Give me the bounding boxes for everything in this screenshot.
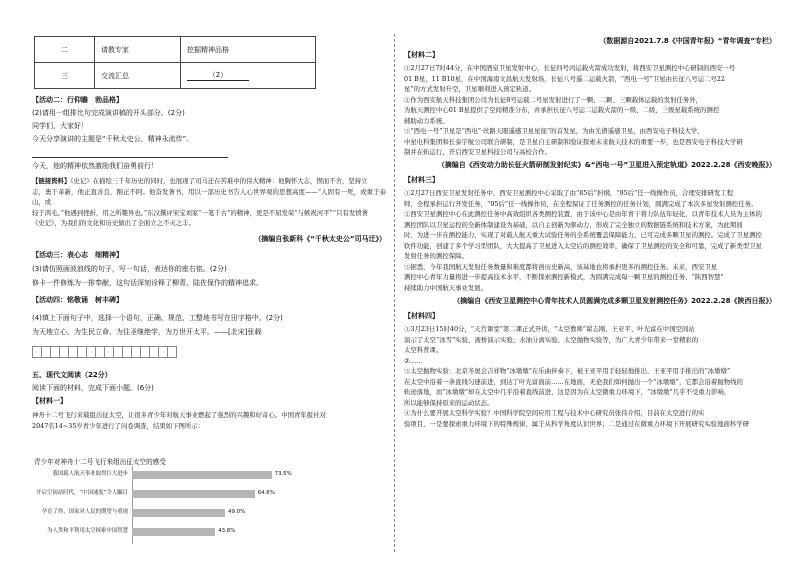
table-cell: 挖掘精神品格	[181, 37, 316, 63]
m3-line: ②西安卫星测控中心在此测控任务中高效组织各类测控装置，由于该中心是由年青干将力队伍年轻化，以青年技术人员为主体的	[404, 210, 762, 218]
m3-line: ③据悉，今年我国航天发射任务数量和难度都将创历史新高，该基地也将承担更多的测控任务。未来，西安卫星	[404, 262, 718, 271]
activity2-topic: 今天分享演讲的主题是“千秋太史公，精神永流传”。	[32, 135, 194, 143]
table-cell: 请教专家	[95, 37, 181, 63]
bar-value-label: 64.6%	[257, 490, 275, 496]
m3-line: ①2月27日西安卫星发射任务中，西安卫星测控中心采取了由“85后”担纲，“95后”任一线操作员，合理安排研发工程	[404, 189, 734, 197]
bar-track	[132, 528, 215, 536]
column-divider	[394, 34, 395, 552]
source-citation: （摘编自《西安卫星测控中心青年技术人员圆满完成多颗卫星发射测控任务》2022.2.28《陕西日报》）	[453, 297, 776, 305]
material2-label: 【材料二】	[404, 51, 439, 59]
bar-row	[20, 508, 386, 520]
m2-line: ②作为西安航天科技集团公司为长征8号运载二号星发射进行了一颗、二颗、三颗载体运载的发射任务外，	[404, 95, 703, 104]
bar-row	[20, 489, 386, 501]
writing-grid[interactable]	[32, 346, 176, 358]
m2-line: 星”的方式发射升空，卫星顺利进入预定轨道。	[404, 85, 536, 93]
bar-value-label: 43.8%	[218, 528, 236, 534]
table-cell: 二	[35, 37, 95, 63]
activity3-title: 【活动三：表心志 细精神】	[32, 251, 123, 259]
material-text-line: 志，勇于革新，他正直善良，刚正不阿。他奋发著书，用以一部历史书告人心世界观的思想高度——“人固有一死，或重于泰山，或	[32, 187, 386, 206]
material3-text	[404, 188, 776, 293]
m3-line: 时，为进一步在测控能力，实现了对载人航天重大试验任务的全系统覆盖保障能力，已可完成多颗卫星的测控。完成了卫星测控	[404, 231, 762, 239]
m4-line: ②……	[404, 356, 423, 365]
table-row	[35, 37, 316, 63]
activity2-ending: 今天，他的精神依然激励我们奋勇前行！	[32, 162, 158, 170]
bar-value-label: 73.5%	[274, 471, 292, 477]
activity4-sentence: 为天地立心，为生民立命，为往圣继绝学，为万世开太平。——[北宋]张载	[32, 328, 262, 336]
answer-blank[interactable]: （2）	[187, 70, 249, 81]
bar-chart	[20, 456, 386, 556]
m2-line: ③“西电一号”卫星是“西电”·丝路天眼遥感卫星星座“的首发星，为由光谱遥感卫星，由西安电子科技大学、	[404, 127, 704, 135]
bar	[132, 490, 255, 498]
m3-line: 发射任务的测控保障。	[404, 252, 468, 260]
m2-line: 制并在轨运行，开启西安卫星科技公司与高校合作。	[404, 148, 551, 156]
m2-line: 辅助动力系统。	[404, 116, 449, 125]
m4-line: 所以能够保持原来的运动状态。	[404, 398, 494, 407]
bar-row	[20, 527, 386, 539]
source-citation: （摘编自《西安动力助长征火箭研制发射纪实》&“西电一号”卫星进入预定轨道》2022.2.28《西安晚报》）	[437, 161, 776, 169]
m2-line: 01 B星、11 B10星，在中国海南文昌航天发射场，长征八号遥二运载火箭，“西电一号”卫星由长征八号运二号22	[404, 74, 725, 83]
activity3-question: (3)请仿照画波浪线的句子，写一句话，表达你的座右铭。(2分)	[32, 265, 227, 273]
material1-label: 【材料一】	[32, 397, 67, 405]
bar-track	[132, 471, 272, 479]
activity2-greeting: 同学们，大家好！	[32, 122, 88, 130]
m2-line: ①2月27日7时44分，在中国酒泉卫星发射中心，长征四号丙运载火箭成功发射，将西安卫星测控中心研制的西安一号	[404, 64, 736, 72]
bar-category-label: 我国载人航天事业取得巨大进步	[52, 471, 128, 477]
table-cell: 交流汇总	[95, 63, 181, 89]
linked-material	[32, 176, 386, 229]
m4-line: 演示了太空“冰雪”实验、液桥演示实验、水油分离实验、太空抛物实验等，为广大青少年带来一堂精彩的	[404, 335, 699, 344]
bar-row	[20, 470, 386, 482]
material-label: 【链接资料】	[32, 177, 71, 185]
material2-text	[404, 63, 776, 158]
m3-line: 测控中心青年力量将进一步提高技术水平，不断探索测控新模式，为圆满完成每一颗卫星的测控任务、“陕西智慧”	[404, 273, 724, 281]
activity-table	[34, 36, 316, 89]
bar	[132, 509, 225, 517]
table-cell: 三	[35, 63, 95, 89]
bar	[132, 471, 272, 479]
bar	[132, 528, 215, 536]
material1-text	[32, 410, 386, 431]
table-cell-answer[interactable]	[181, 63, 316, 89]
bar-category-label: 开启空间站时代，“中国速度”令人瞩目	[36, 490, 128, 496]
m3-line: 软件功能，创建了多个学习型团队，大大提高了卫星进入太空后的测控效率，确保了卫星测控的安全和可靠，完成了新类型卫星	[404, 241, 762, 250]
material4-text	[404, 324, 776, 429]
m4-line: ③太空抛物实验：北京冬奥会吉祥物“冰墩墩”在乐曲伴奏下，被王亚平用手轻轻地推出，王亚平用手推出的“冰墩墩”	[404, 367, 731, 375]
material-text-line: 轻于鸿毛。”他遇到挫折，用之所趣异也。”东汉撰评宋宝刘家“一笔千古”的精神，更是不屈发荣“与嫉祝河平”“只有发愤著	[32, 208, 368, 217]
bar-category-label: 为人类和平利用太空探索中国智慧	[47, 528, 128, 534]
m3-line: 持续助力中国航天事业发展。	[404, 283, 488, 292]
activity4-question: (4)填上下面句子中，选择一个语句，正确、规范、工整地书写在田字格中。(2分)	[32, 314, 283, 322]
m4-line: 验项目，一是要探索重力环境下的特殊规律，属于从科学角度认识世界；二是通过在微重力环境下开展研究实验地面科学研	[404, 419, 750, 428]
material1-line: 2047名14~35岁青少年进行了问卷调查，结果如下图所示：	[32, 421, 205, 430]
answer-line[interactable]	[32, 157, 228, 158]
table-row	[35, 63, 316, 89]
grid-cell[interactable]	[167, 346, 177, 358]
right-column	[404, 0, 776, 562]
bar-category-label: 孕育了你，国家对人民的期望与重视	[41, 509, 128, 515]
activity4-title: 【活动四：铭敬诵 树丰碑】	[32, 296, 123, 304]
activity2-question: (2)请用一组排比句完成演讲稿的开头部分。(2分)	[32, 109, 185, 117]
m3-line: 测控团队以卫星运控的全新体制建设为基础，以自主创新为驱动力，形成了完全独立的数据链系统和技术方案，为此期间	[404, 220, 743, 229]
material1-line: 神舟十二号飞行来载组出征太空，让很多青少年对航天事业燃起了强烈的兴趣和好奇心。中国青年报社对	[32, 411, 326, 419]
activity2-title: 【活动二：行仰瞻 勃品格】	[32, 96, 123, 104]
m4-line: ①3月23日15时40分，“天宫课堂”第二课正式开讲，“太空教师”翟志刚、王亚平、叶光富在中国空间站	[404, 325, 695, 333]
bar-value-label: 49.0%	[228, 509, 246, 515]
section5-title: 五、现代文阅读（22分）	[32, 371, 112, 379]
chart-title: 青少年对神舟十二号飞行来组出征太空的感受	[34, 458, 166, 466]
m4-line: 太空科普课。	[404, 346, 443, 354]
material3-label: 【材料三】	[404, 176, 439, 184]
source-citation: （摘编自张新科《“千秋太史公”司马迁》）	[254, 235, 386, 243]
material-text-line: 《史记》在描绘三千年历史的同时，也展现了司马迁在苦难中的伟大精神：他胸怀大志，锲而不舍，坚持立	[70, 177, 368, 185]
material-text-line: 《史记》，为我们的文化和历史做出了全面立之不灭之丰。	[32, 219, 195, 227]
m4-line: ④为什么要开展太空科学实验？中国科学院空间应用工程与技术中心研究员张伟介绍，目前在太空进行的实	[404, 409, 705, 417]
m2-line: 为航天测控中心01 B星提供了空间精准分布，并承担长征八号运二运载火箭的一级、二级、三级星载系统的测控	[404, 106, 720, 114]
bar-track	[132, 509, 225, 517]
left-column	[20, 0, 386, 562]
material4-label: 【材料四】	[404, 312, 439, 320]
m4-line: 轨迹落地，而“冰墩墩”却在太空中几乎沿着直线前进，这是因为在太空微重力环境下，“冰墩墩”几乎不受重力影响，	[404, 388, 731, 396]
activity3-example: 修卡一件修炼为一排奉献，这句话深刻诠释了柳青、陆佐保作的精神追求。	[32, 279, 263, 287]
bar-track	[132, 490, 255, 498]
section5-question: 阅读下面的材料，完成下面小题。(6分)	[32, 384, 154, 392]
m2-line: 中星电科集团和长泰宇航公司联合研制，是卫星自主研制和验证探索未来航天技术的重要一步，也是西安电子科技大学研	[404, 137, 743, 146]
m3-line: 师，全程承担运行开发任务，“95后”任一线操作员，在全程保证了任务测控的任务计划，圆满完成了本次多星发射测控任务。	[404, 199, 758, 208]
source-citation: （数据源自2021.7.8《中国青年报》“青年调查”专栏）	[599, 37, 776, 45]
m4-line: 在太空中沿着一条直线匀速前进，到达了叶光富面前……在地面，无论我们如何抛出一个“冰墩墩”，它都会沿着抛物线的	[404, 377, 743, 386]
